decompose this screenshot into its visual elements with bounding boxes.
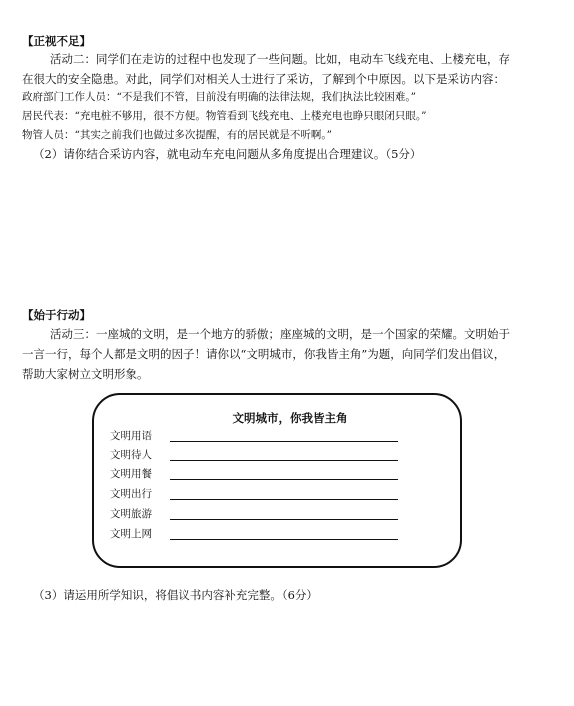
interview-property-staff: 物管人员：“其实之前我们也做过多次提醒，有的居民就是不听啊。”	[22, 129, 332, 141]
proposal-row-label: 文明旅游	[110, 508, 152, 520]
proposal-row-label: 文明出行	[110, 488, 152, 500]
activity-three-line-3: 帮助大家树立文明形象。	[22, 367, 149, 381]
interview-resident-representative: 居民代表：“充电桩不够用，很不方便。物管看到飞线充电、上楼充电也睁只眼闭只眼。”	[22, 110, 427, 122]
proposal-row-label: 文明用餐	[110, 468, 152, 480]
activity-two-line-2: 在很大的安全隐患。对此，同学们对相关人士进行了采访，了解到个中原因。以下是采访内容：	[22, 72, 505, 86]
proposal-row-blank[interactable]	[170, 499, 398, 500]
section-heading-face-shortcomings: 【正视不足】	[22, 34, 91, 48]
proposal-box-title: 文明城市，你我皆主角	[232, 411, 348, 425]
proposal-row-blank[interactable]	[170, 441, 398, 442]
activity-three-line-1: 活动三：一座城的文明，是一个地方的骄傲；座座城的文明，是一个国家的荣耀。文明始于	[50, 327, 510, 341]
activity-two-line-1: 活动二：同学们在走访的过程中也发现了一些问题。比如，电动车飞线充电、上楼充电，存	[50, 52, 510, 66]
section-heading-start-with-action: 【始于行动】	[22, 308, 91, 322]
proposal-row-blank[interactable]	[170, 539, 398, 540]
proposal-row-blank[interactable]	[170, 479, 398, 480]
question-3: （3）请运用所学知识，将倡议书内容补充完整。（6分）	[33, 588, 318, 602]
proposal-row-label: 文明上网	[110, 528, 152, 540]
proposal-row-blank[interactable]	[170, 519, 398, 520]
activity-three-line-2: 一言一行，每个人都是文明的因子！请你以“文明城市，你我皆主角”为题，向同学们发出倡议，	[22, 347, 506, 361]
proposal-row-label: 文明用语	[110, 430, 152, 442]
proposal-row-label: 文明待人	[110, 449, 152, 461]
proposal-row-blank[interactable]	[170, 460, 398, 461]
interview-government-staff: 政府部门工作人员：“不是我们不管，目前没有明确的法律法规，我们执法比较困难。”	[22, 91, 416, 103]
question-2: （2）请你结合采访内容，就电动车充电问题从多角度提出合理建议。（5分）	[33, 147, 422, 161]
